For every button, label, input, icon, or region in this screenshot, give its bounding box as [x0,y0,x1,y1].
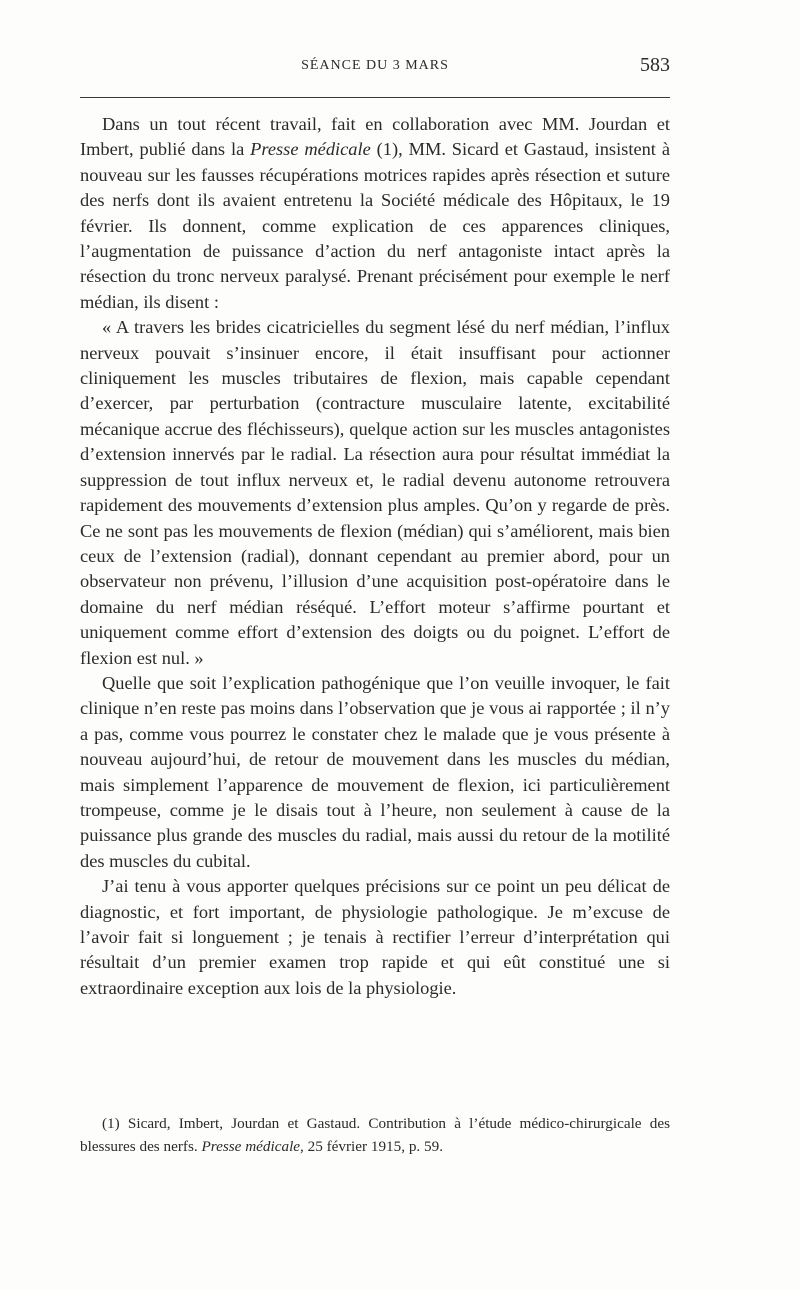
footnote [80,1112,670,1158]
header-rule [80,97,670,98]
paragraph-1-text-a: Dans un tout récent travail, fait en collaboration avec MM. Jourdan et Imbert, publié dans la [80,114,670,160]
paragraph-2-quote: « A travers les brides cicatricielles du segment lésé du nerf médian, l’influx nerveux pouvait s’insinuer encore, il était insuffisant pour actionner cliniquement les muscles tributaires de flexion, mais capable cependant d’exercer, par perturbation (contracture musculaire latente, excitabilité mécanique accrue des fléchisseurs), quelque action sur les muscles antagonistes d’extension innervés par le radial. La résection aura pour résultat immédiat la suppression de tout influx nerveux et, le radial devenu autonome retrouvera rapidement des mouvements d’extension plus amples. Qu’on y regarde de près. Ce ne sont pas les mouvements de flexion (médian) qui s’améliorent, mais bien ceux de l’extension (radial), donnant cependant au premier abord, pour un observateur non prévenu, l’illusion d’une acquisition post-opératoire dans le domaine du nerf médian réséqué. L’effort moteur s’affirme pourtant et uniquement comme effort d’extension des doigts ou du poignet. L’effort de flexion est nul. » [80,317,670,668]
journal-title: Presse médicale [250,139,371,160]
paragraph-1-text-b: (1), MM. Sicard et Gastaud, insistent à nouveau sur les fausses récupérations motrices rapides après résection et suture des nerfs dont ils avaient entretenu la Société médicale des Hôpitaux, le 19 février. Ils donnent, comme explication de ces apparences cliniques, l’augmentation de puissance d’action du nerf antagoniste intact après la résection du tronc nerveux paralysé. Prenant précisément pour exemple le nerf médian, ils disent : [80,139,670,312]
body-text [80,112,670,1001]
footnote-1 [80,1112,670,1158]
paragraph-4: J’ai tenu à vous apporter quelques précisions sur ce point un peu délicat de diagnostic, et fort important, de physiologie pathologique. Je m’excuse de l’avoir fait si longuement ; je tenais à rectifier l’erreur d’interprétation qui résultait d’un premier examen trop rapide et qui eût constitué une si extraordinaire exception aux lois de la physiologie. [80,876,670,998]
page-header [80,54,670,86]
page-number: 583 [640,54,670,76]
footnote-text-a: (1) Sicard, Imbert, Jourdan et Gastaud. Contribution à l’étude médico-chirurgicale des blessures des nerfs. [80,1115,670,1155]
paragraph-1 [80,112,670,315]
running-head: SÉANCE DU 3 MARS [301,58,449,73]
footnote-journal-title: Presse médicale [201,1138,301,1155]
footnote-text-b: , 25 février 1915, p. 59. [300,1138,444,1155]
paragraph-3: Quelle que soit l’explication pathogénique que l’on veuille invoquer, le fait clinique n’en reste pas moins dans l’observation que je vous ai rapportée ; il n’y a pas, comme vous pourrez le constater chez le malade que je vous présente à nouveau aujourd’hui, de retour de mouvement dans les muscles du médian, mais simplement l’apparence de mouvement de flexion, ici particulièrement trompeuse, comme je le disais tout à l’heure, non seulement à cause de la puissance plus grande des muscles du radial, mais aussi du retour de la motilité des muscles du cubital. [80,672,670,871]
